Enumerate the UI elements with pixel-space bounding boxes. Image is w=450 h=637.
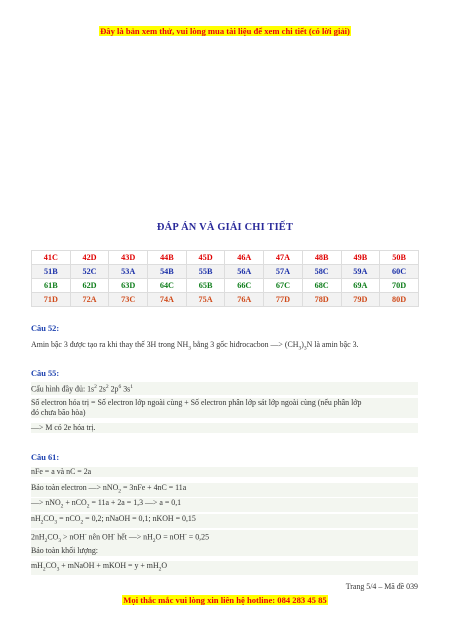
text-fragment: CO [45, 561, 57, 570]
text-fragment: > nOH [61, 532, 85, 542]
answer-cell: 55B [186, 265, 225, 279]
subscript: 2 [158, 566, 162, 573]
solution-line-6: Bảo toàn khối lượng: [31, 546, 418, 556]
text-fragment: 2nH [31, 532, 45, 542]
answer-cell: 79D [341, 293, 380, 307]
valence-rule-line-2: đó chưa bão hòa) [31, 408, 418, 418]
text-fragment: nên OH [86, 532, 114, 542]
page-number-footer: Trang 5/4 – Mã đề 039 [345, 582, 418, 591]
subscript: 2 [86, 503, 90, 510]
text-fragment: O = nOH [155, 532, 185, 542]
answer-cell: 62D [70, 279, 109, 293]
answer-cell: 42D [70, 251, 109, 265]
answer-cell: 70D [380, 279, 419, 293]
solution-line-7 [31, 561, 418, 575]
subscript: 3 [303, 345, 307, 352]
text-fragment: = 0,25 [186, 532, 210, 542]
answer-cell: 78D [302, 293, 341, 307]
answer-cell: 57A [264, 265, 303, 279]
text-fragment: N là amin bậc 3. [306, 340, 359, 349]
text-fragment: = 3nFe + 4nC = 11a [121, 483, 187, 492]
answer-cell: 61B [32, 279, 71, 293]
solution-line-1: nFe = a và nC = 2a [31, 467, 418, 477]
text-fragment: 2s [96, 384, 106, 394]
table-row [32, 251, 419, 265]
subscript: 3 [298, 345, 302, 352]
superscript: - [184, 532, 187, 538]
valence-conclusion: —> M có 2e hóa trị. [31, 423, 418, 433]
valence-rule-line-1: Số electron hóa trị = Số electron lớp ngoài cùng + Số electron phân lớp sát lớp ngoài cùng (nếu phân lớp [31, 398, 418, 408]
answer-cell: 60C [380, 265, 419, 279]
text-fragment: = 0,2; nNaOH = 0,1; nKOH = 0,15 [83, 514, 196, 523]
answer-cell: 53A [109, 265, 148, 279]
answer-cell: 75A [186, 293, 225, 307]
text-fragment: 2p [108, 384, 119, 394]
solution-line-4 [31, 514, 418, 528]
superscript: 2 [105, 384, 109, 390]
subscript: 3 [188, 345, 191, 352]
subscript: 2 [152, 538, 156, 545]
answer-cell: 69A [341, 279, 380, 293]
subscript: 3 [56, 566, 60, 573]
answer-cell: 76A [225, 293, 264, 307]
superscript: - [84, 532, 87, 538]
text-fragment: —> nNO [31, 498, 61, 507]
subscript: 2 [40, 519, 44, 526]
subscript: 2 [44, 538, 48, 545]
solution-line-5 [31, 530, 418, 546]
subscript: 2 [80, 519, 84, 526]
solution-line-3 [31, 498, 418, 512]
subscript: 2 [118, 488, 122, 495]
text-fragment: CO [43, 514, 55, 523]
text-fragment: Bảo toàn electron —> nNO [31, 483, 119, 492]
text-fragment: Cấu hình đầy đủ: 1s [31, 384, 95, 394]
question-61-heading: Câu 61: [31, 453, 60, 462]
superscript: 1 [130, 384, 133, 390]
answer-cell: 52C [70, 265, 109, 279]
table-row [32, 293, 419, 307]
text-fragment: ) [301, 340, 304, 349]
answer-cell: 65B [186, 279, 225, 293]
answer-cell: 80D [380, 293, 419, 307]
answer-cell: 74A [148, 293, 187, 307]
text-fragment: O [161, 561, 168, 570]
answer-cell: 77D [264, 293, 303, 307]
electron-configuration [31, 382, 418, 395]
question-52-text [31, 340, 418, 354]
table-row [32, 279, 419, 293]
answer-cell: 45D [186, 251, 225, 265]
text-fragment: Amin bậc 3 được tạo ra khi thay thế 3H trong NH [31, 340, 189, 349]
text-fragment: + nCO [63, 498, 87, 507]
solution-line-2 [31, 483, 418, 497]
answer-cell: 49B [341, 251, 380, 265]
text-fragment: mH [31, 561, 43, 570]
superscript: 2 [94, 384, 97, 390]
preview-notice-text: Đây là bản xem thử, vui lòng mua tài liệu để xem chi tiết (có lời giải) [100, 26, 350, 36]
answer-cell: 51B [32, 265, 71, 279]
text-fragment: = nCO [57, 514, 81, 523]
answer-cell: 66C [225, 279, 264, 293]
answer-cell: 64C [148, 279, 187, 293]
subscript: 2 [42, 566, 46, 573]
page-title: ĐÁP ÁN VÀ GIẢI CHI TIẾT [156, 222, 294, 233]
answer-cell: 71D [32, 293, 71, 307]
text-fragment: + mNaOH + mKOH = y + mH [59, 561, 159, 570]
table-row [32, 265, 419, 279]
preview-notice-banner [0, 26, 450, 36]
answer-cell: 44B [148, 251, 187, 265]
superscript: - [113, 532, 116, 538]
answer-cell: 59A [341, 265, 380, 279]
subscript: 2 [60, 503, 64, 510]
text-fragment: = 11a + 2a = 1,3 —> a = 0,1 [89, 498, 182, 507]
answer-cell: 48B [302, 251, 341, 265]
subscript: 3 [54, 519, 58, 526]
answer-cell: 50B [380, 251, 419, 265]
answer-cell: 41C [32, 251, 71, 265]
text-fragment: bằng 3 gốc hiđrocacbon —> (CH [191, 340, 299, 349]
answer-cell: 72A [70, 293, 109, 307]
hotline-text: Mọi thắc mắc vui lòng xin liên hệ hotline: 084 283 45 85 [123, 595, 327, 605]
text-fragment: 3s [121, 384, 131, 394]
text-fragment: nH [31, 514, 41, 523]
answer-cell: 43D [109, 251, 148, 265]
answer-cell: 54B [148, 265, 187, 279]
superscript: 6 [118, 384, 122, 390]
answer-cell: 47A [264, 251, 303, 265]
answer-cell: 63D [109, 279, 148, 293]
hotline-banner [0, 595, 450, 605]
answer-cell: 46A [225, 251, 264, 265]
answer-cell: 68C [302, 279, 341, 293]
answer-cell: 73C [109, 293, 148, 307]
subscript: 3 [58, 538, 62, 545]
question-55-heading: Câu 55: [31, 369, 60, 378]
answer-cell: 67C [264, 279, 303, 293]
answer-key-table [31, 250, 419, 307]
text-fragment: hết —> nH [115, 532, 153, 542]
answer-cell: 58C [302, 265, 341, 279]
answer-cell: 56A [225, 265, 264, 279]
question-52-heading: Câu 52: [31, 324, 60, 333]
text-fragment: CO [47, 532, 59, 542]
